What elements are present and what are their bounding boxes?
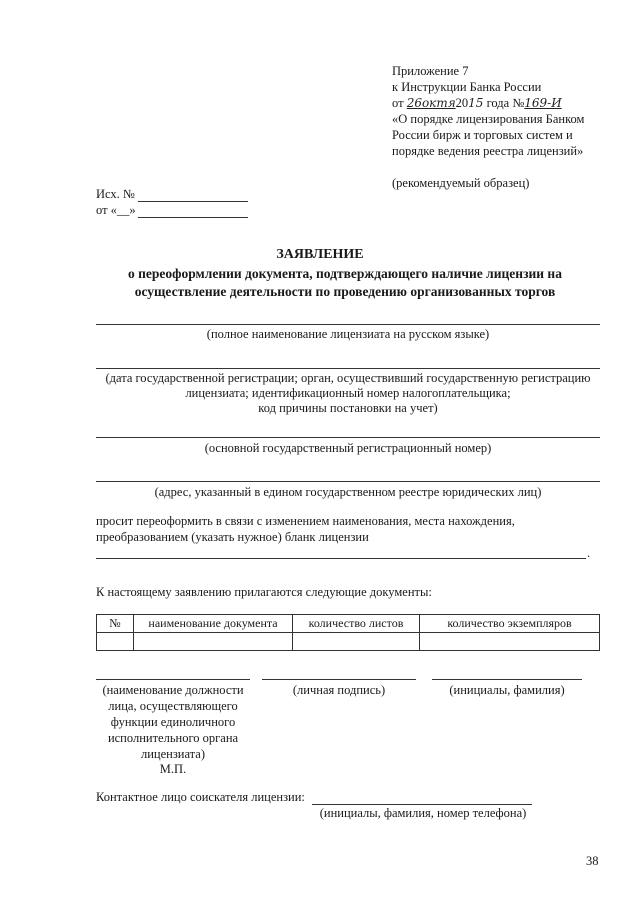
page-number: 38 bbox=[586, 854, 599, 868]
outgoing-date-line bbox=[138, 217, 248, 218]
attachments-intro: К настоящему заявлению прилагаются следующие документы: bbox=[96, 585, 432, 599]
position-caption-4: исполнительного органа bbox=[107, 731, 239, 745]
address-caption: (адрес, указанный в едином государственном реестре юридических лиц) bbox=[154, 485, 542, 499]
header-document-name: наименование документа bbox=[134, 615, 293, 633]
registration-caption-3: код причины постановки на учет) bbox=[258, 401, 438, 415]
attachments-table bbox=[96, 614, 600, 651]
signature-line bbox=[262, 679, 416, 680]
outgoing-number-label: Исх. № bbox=[96, 187, 135, 201]
request-line-2: преобразованием (указать нужное) бланк лицензии bbox=[96, 530, 369, 544]
header-copy-count: количество экземпляров bbox=[420, 615, 600, 633]
registration-caption-2: лицензиата; идентификационный номер налогоплательщика; bbox=[185, 386, 511, 400]
position-caption-3: функции единоличного bbox=[110, 715, 236, 729]
position-caption-2: лица, осуществляющего bbox=[108, 699, 238, 713]
table-cell bbox=[134, 633, 293, 651]
contact-line bbox=[312, 804, 532, 805]
handwritten-year: 15 bbox=[468, 96, 484, 110]
sample-note: (рекомендуемый образец) bbox=[392, 176, 530, 190]
full-name-line bbox=[96, 324, 600, 325]
table-cell bbox=[97, 633, 134, 651]
document-title: ЗАЯВЛЕНИЕ bbox=[276, 247, 364, 262]
appendix-line-6: порядке ведения реестра лицензий» bbox=[392, 144, 584, 158]
position-caption-5: лицензиата) bbox=[140, 747, 206, 761]
initials-caption: (инициалы, фамилия) bbox=[449, 683, 565, 697]
header-sheet-count: количество листов bbox=[293, 615, 420, 633]
personal-signature-caption: (личная подпись) bbox=[292, 683, 386, 697]
appendix-year-prefix: 20 bbox=[455, 96, 469, 110]
request-line-1: просит переоформить в связи с изменением наименования, места нахождения, bbox=[96, 514, 515, 528]
table-header-row bbox=[97, 615, 600, 633]
header-number: № bbox=[97, 615, 134, 633]
outgoing-date-label: от «__» bbox=[96, 203, 136, 217]
appendix-year-suffix: года № bbox=[483, 96, 525, 110]
ogrn-line bbox=[96, 437, 600, 438]
handwritten-date: 26октя bbox=[406, 96, 456, 110]
appendix-line-2: к Инструкции Банка России bbox=[392, 80, 542, 94]
contact-label: Контактное лицо соискателя лицензии: bbox=[96, 790, 305, 804]
table-cell bbox=[420, 633, 600, 651]
initials-line bbox=[432, 679, 582, 680]
stamp-placeholder: М.П. bbox=[159, 762, 187, 776]
request-blank-line bbox=[96, 558, 586, 559]
appendix-line-4: «О порядке лицензирования Банком bbox=[392, 112, 585, 126]
table-row bbox=[97, 633, 600, 651]
full-name-caption: (полное наименование лицензиата на русском языке) bbox=[206, 327, 490, 341]
document-subtitle-line-2: осуществление деятельности по проведению организованных торгов bbox=[134, 284, 556, 299]
registration-caption-1: (дата государственной регистрации; орган, осуществивший государственную регистрацию bbox=[105, 371, 591, 385]
appendix-line-5: России бирж и торговых систем и bbox=[392, 128, 573, 142]
appendix-line-3 bbox=[392, 96, 562, 111]
position-caption-1: (наименование должности bbox=[102, 683, 244, 697]
contact-caption: (инициалы, фамилия, номер телефона) bbox=[319, 806, 527, 820]
table-cell bbox=[293, 633, 420, 651]
address-line bbox=[96, 481, 600, 482]
position-line bbox=[96, 679, 250, 680]
document-subtitle-line-1: о переоформлении документа, подтверждающего наличие лицензии на bbox=[128, 266, 562, 281]
ogrn-caption: (основной государственный регистрационный номер) bbox=[204, 441, 492, 455]
request-period: . bbox=[587, 546, 591, 560]
appendix-line-1: Приложение 7 bbox=[392, 64, 469, 78]
outgoing-number-line bbox=[138, 201, 248, 202]
appendix-date-prefix: от bbox=[392, 96, 404, 110]
handwritten-number: 169-И bbox=[524, 96, 562, 110]
registration-line bbox=[96, 368, 600, 369]
